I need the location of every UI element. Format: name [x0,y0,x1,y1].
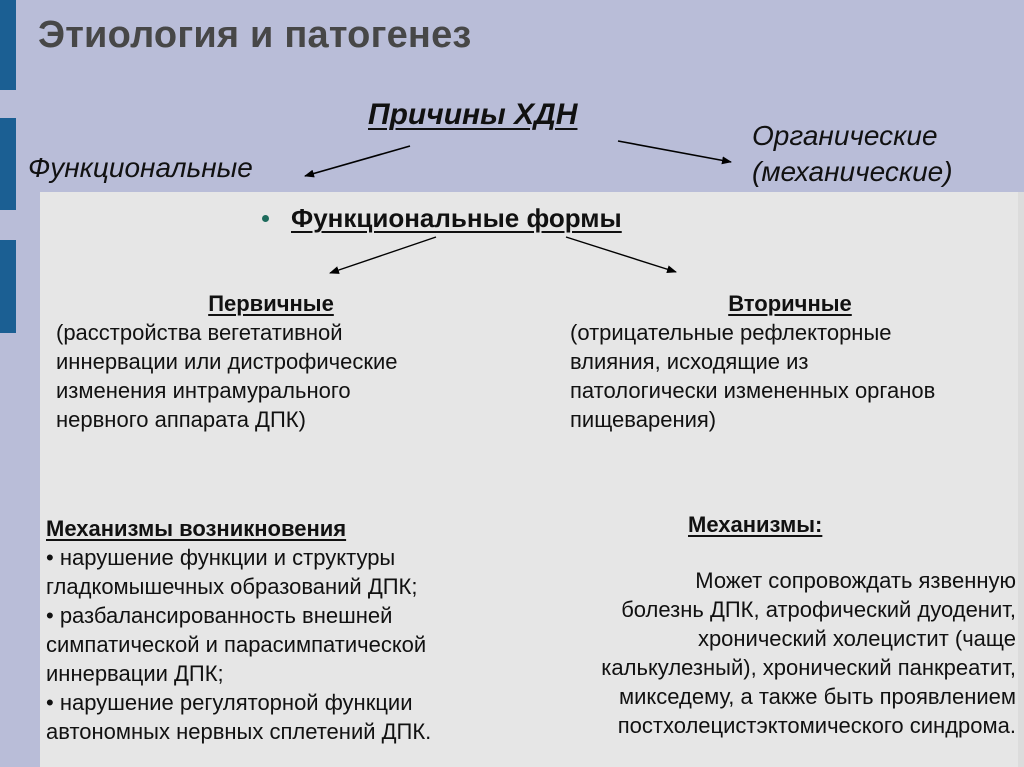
organic-line-1: Органические [752,120,938,151]
primary-line: изменения интрамурального [56,378,351,403]
functional-forms-heading [262,203,622,234]
mechanism-line: микседему, а также быть проявлением [618,684,1016,709]
secondary-title: Вторичные [728,291,852,316]
primary-line: иннервации или дистрофические [56,349,398,374]
primary-title: Первичные [208,291,334,316]
mechanism-line: автономных нервных сплетений ДПК. [46,719,432,744]
secondary-forms-block [570,289,1010,434]
mechanisms-primary-title: Механизмы возникновения [46,516,347,541]
mechanism-line: • разбалансированность внешней [46,603,393,628]
mechanisms-primary-block [46,514,526,746]
arrow-to-organic [618,141,731,162]
primary-line: (расстройства вегетативной [56,320,343,345]
mechanism-line: постхолецистэктомического синдрома. [617,713,1016,738]
mechanism-line: Может сопровождать язвенную [695,568,1016,593]
functional-forms-text: Функциональные формы [291,203,622,233]
mechanism-line: иннервации ДПК; [46,661,224,686]
arrow-to-functional [305,146,410,176]
mechanism-line: гладкомышечных образований ДПК; [46,574,418,599]
slide-title: Этиология и патогенез [38,14,472,56]
primary-forms-block [56,289,486,434]
mechanisms-secondary-block [530,566,1016,740]
causes-heading: Причины ХДН [368,98,578,131]
mechanisms-secondary-title: Механизмы: [688,512,823,537]
mechanism-line: симпатической и парасимпатической [46,632,427,657]
panel-edge [1018,192,1024,767]
organic-line-2: (механические) [752,156,953,187]
mechanism-line: калькулезный), хронический панкреатит, [601,655,1016,680]
accent-bar-2 [0,118,16,210]
accent-bar-1 [0,0,16,90]
primary-line: нервного аппарата ДПК) [56,407,306,432]
functional-label: Функциональные [28,152,253,183]
bullet-icon [262,215,269,222]
accent-bar-3 [0,240,16,333]
secondary-line: (отрицательные рефлекторные [570,320,892,345]
mechanism-line: • нарушение регуляторной функции [46,690,413,715]
secondary-line: пищеварения) [570,407,717,432]
mechanism-line: болезнь ДПК, атрофический дуоденит, [621,597,1016,622]
secondary-line: влияния, исходящие из [570,349,809,374]
organic-label [752,118,953,190]
mechanism-line: • нарушение функции и структуры [46,545,396,570]
secondary-line: патологически измененных органов [570,378,936,403]
mechanism-line: хронический холецистит (чаще [697,626,1016,651]
